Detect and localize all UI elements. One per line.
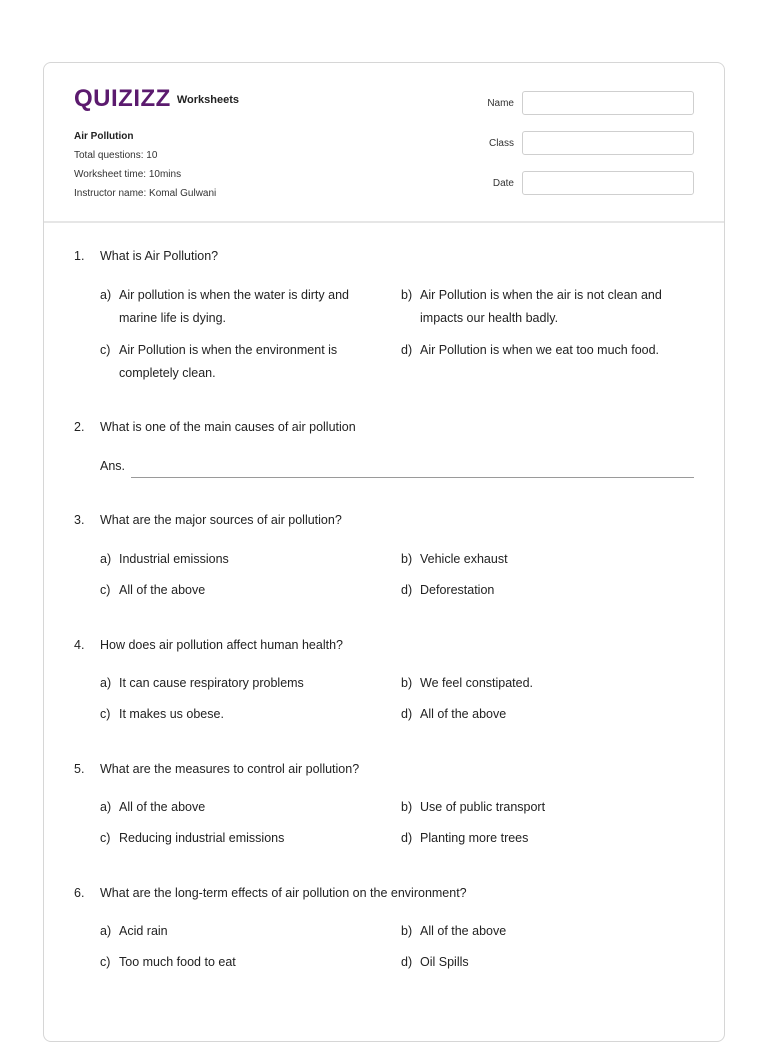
- logo-subtitle: Worksheets: [176, 94, 239, 106]
- question-text: What is Air Pollution?: [100, 249, 219, 263]
- question-text: What are the major sources of air pollution?: [100, 513, 342, 527]
- option-letter: c): [100, 707, 111, 721]
- option-letter: d): [401, 707, 413, 721]
- option-text: All of the above: [420, 924, 507, 938]
- option-letter: b): [401, 288, 413, 302]
- question-number: 1.: [74, 249, 85, 263]
- option-letter: a): [100, 676, 112, 690]
- date-field: [478, 171, 694, 195]
- option-text: Too much food to eat: [119, 955, 236, 969]
- question-text: What are the measures to control air pollution?: [100, 762, 360, 776]
- option-text: Air Pollution is when we eat too much food.: [420, 343, 660, 357]
- answer-label: Ans.: [100, 459, 126, 473]
- option-letter: d): [401, 583, 413, 597]
- class-label: Class: [488, 137, 514, 149]
- option-text: Air Pollution is when the air is not clean and impacts our health badly.: [420, 288, 662, 325]
- question-number: 5.: [74, 762, 85, 776]
- option-text: We feel constipated.: [420, 676, 534, 690]
- worksheet-time: Worksheet time: 10mins: [74, 169, 182, 180]
- class-input[interactable]: [522, 131, 694, 155]
- option-text: Oil Spills: [420, 955, 469, 969]
- option-letter: c): [100, 343, 111, 357]
- option-letter: a): [100, 800, 112, 814]
- option-text: All of the above: [119, 800, 206, 814]
- option-text: Vehicle exhaust: [420, 552, 508, 566]
- option-text: Air pollution is when the water is dirty and marine life is dying.: [119, 288, 349, 325]
- option-letter: b): [401, 552, 413, 566]
- logo-text: QUIZIZZ: [74, 85, 171, 112]
- name-input[interactable]: [522, 91, 694, 115]
- option-text: Reducing industrial emissions: [119, 831, 285, 845]
- question-number: 2.: [74, 420, 85, 434]
- question-text: What is one of the main causes of air pollution: [100, 420, 356, 434]
- name-field: [478, 91, 694, 115]
- option-text: Deforestation: [420, 583, 495, 597]
- option-letter: b): [401, 676, 413, 690]
- question-number: 4.: [74, 638, 85, 652]
- date-input[interactable]: [522, 171, 694, 195]
- question-number: 3.: [74, 513, 85, 527]
- option-text: All of the above: [420, 707, 507, 721]
- quizizz-logo: [74, 85, 239, 113]
- option-text: Air Pollution is when the environment is completely clean.: [119, 343, 338, 380]
- worksheet-header: [44, 63, 724, 223]
- total-questions: Total questions: 10: [74, 150, 158, 161]
- option-text: All of the above: [119, 583, 206, 597]
- option-letter: d): [401, 831, 413, 845]
- option-text: Use of public transport: [420, 800, 546, 814]
- option-letter: d): [401, 343, 413, 357]
- worksheet-title: Air Pollution: [74, 131, 134, 142]
- option-letter: c): [100, 955, 111, 969]
- option-text: It can cause respiratory problems: [119, 676, 304, 690]
- question-number: 6.: [74, 886, 85, 900]
- option-letter: a): [100, 552, 112, 566]
- question-text: How does air pollution affect human health?: [100, 638, 343, 652]
- class-field: [478, 131, 694, 155]
- option-letter: a): [100, 924, 112, 938]
- option-text: It makes us obese.: [119, 707, 224, 721]
- answer-line[interactable]: [131, 477, 694, 478]
- option-text: Planting more trees: [420, 831, 529, 845]
- option-text: Industrial emissions: [119, 552, 229, 566]
- option-letter: c): [100, 831, 111, 845]
- worksheet: [43, 62, 725, 1042]
- option-letter: c): [100, 583, 111, 597]
- option-letter: d): [401, 955, 413, 969]
- name-label: Name: [487, 97, 514, 109]
- option-letter: b): [401, 924, 413, 938]
- date-label: Date: [492, 177, 514, 189]
- option-letter: a): [100, 288, 112, 302]
- question-text: What are the long-term effects of air pollution on the environment?: [100, 886, 467, 900]
- instructor-name: Instructor name: Komal Gulwani: [74, 188, 217, 199]
- option-letter: b): [401, 800, 413, 814]
- option-text: Acid rain: [119, 924, 168, 938]
- worksheet-meta: [74, 127, 216, 203]
